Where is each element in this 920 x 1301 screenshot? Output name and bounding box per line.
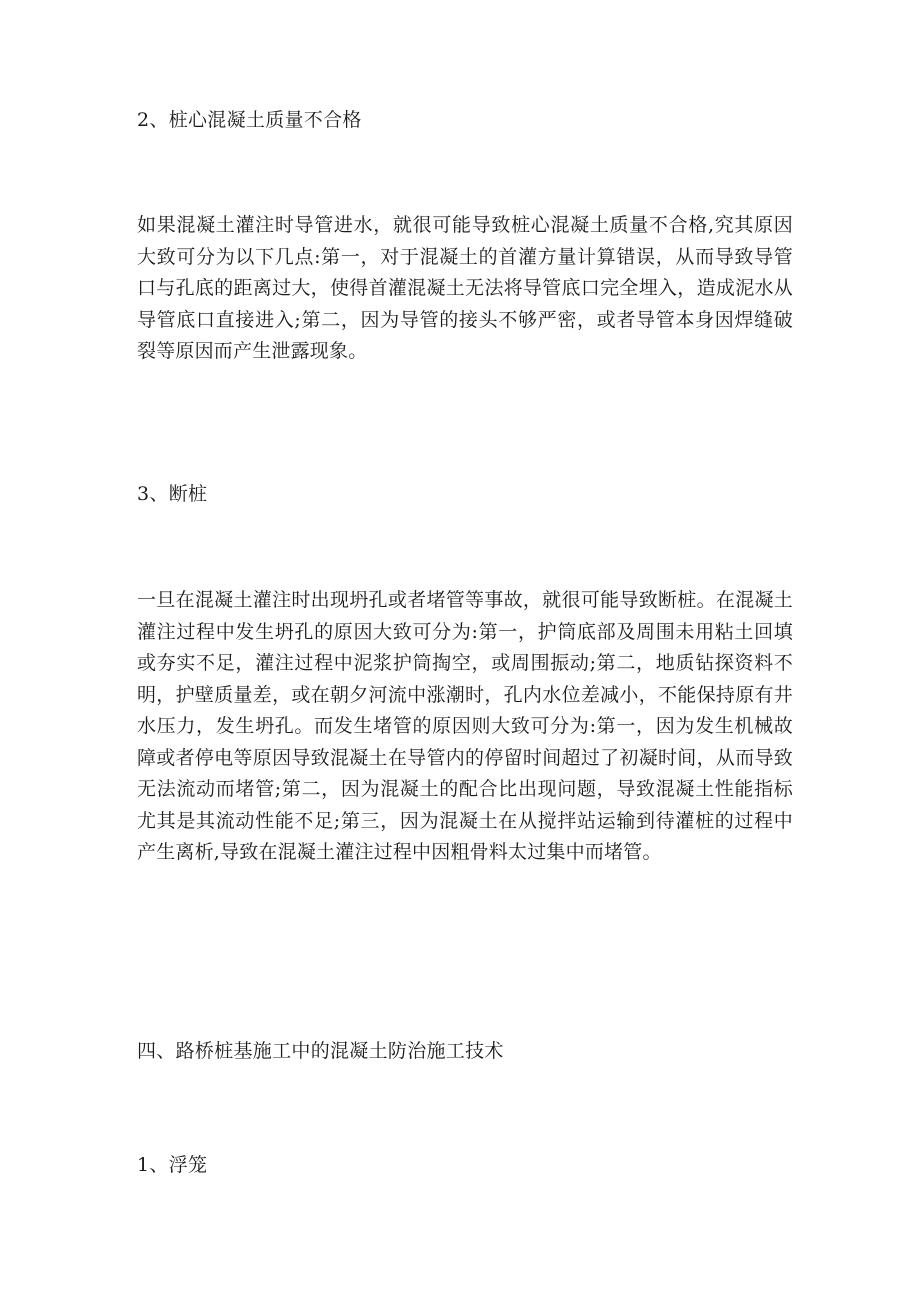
paragraph-broken-pile: 一旦在混凝土灌注时出现坍孔或者堵管等事故，就很可能导致断桩。在混凝土灌注过程中发生坍孔的原因大致可分为:第一，护筒底部及周围未用粘土回填或夯实不足，灌注过程中泥浆护筒掏空，或周围振动;第二，地质钻探资料不明，护壁质量差，或在朝夕河流中涨潮时，孔内水位差减小，不能保持原有井水压力，发生坍孔。而发生堵管的原因则大致可分为:第一，因为发生机械故障或者停电等原因导致混凝土在导管内的停留时间超过了初凝时间，从而导致无法流动而堵管;第二，因为混凝土的配合比出现问题，导致混凝土性能指标尤其是其流动性能不足;第三，因为混凝土在从搅拌站运输到待灌桩的过程中产生离析,导致在混凝土灌注过程中因粗骨料太过集中而堵管。 — [137, 589, 793, 863]
section-heading-floating-cage: 1、浮笼 — [137, 1154, 208, 1176]
section-heading-pile-core-quality: 2、桩心混凝土质量不合格 — [137, 109, 362, 131]
section-heading-broken-pile: 3、断桩 — [137, 483, 208, 505]
paragraph-pile-core-quality: 如果混凝土灌注时导管进水，就很可能导致桩心混凝土质量不合格,究其原因大致可分为以下几点:第一，对于混凝土的首灌方量计算错误，从而导致导管口与孔底的距离过大，使得首灌混凝土无法将导管底口完全埋入，造成泥水从导管底口直接进入;第二，因为导管的接头不够严密，或者导管本身因焊缝破裂等原因而产生泄露现象。 — [137, 214, 793, 362]
section-heading-prevention-techniques: 四、路桥桩基施工中的混凝土防治施工技术 — [137, 1040, 504, 1062]
